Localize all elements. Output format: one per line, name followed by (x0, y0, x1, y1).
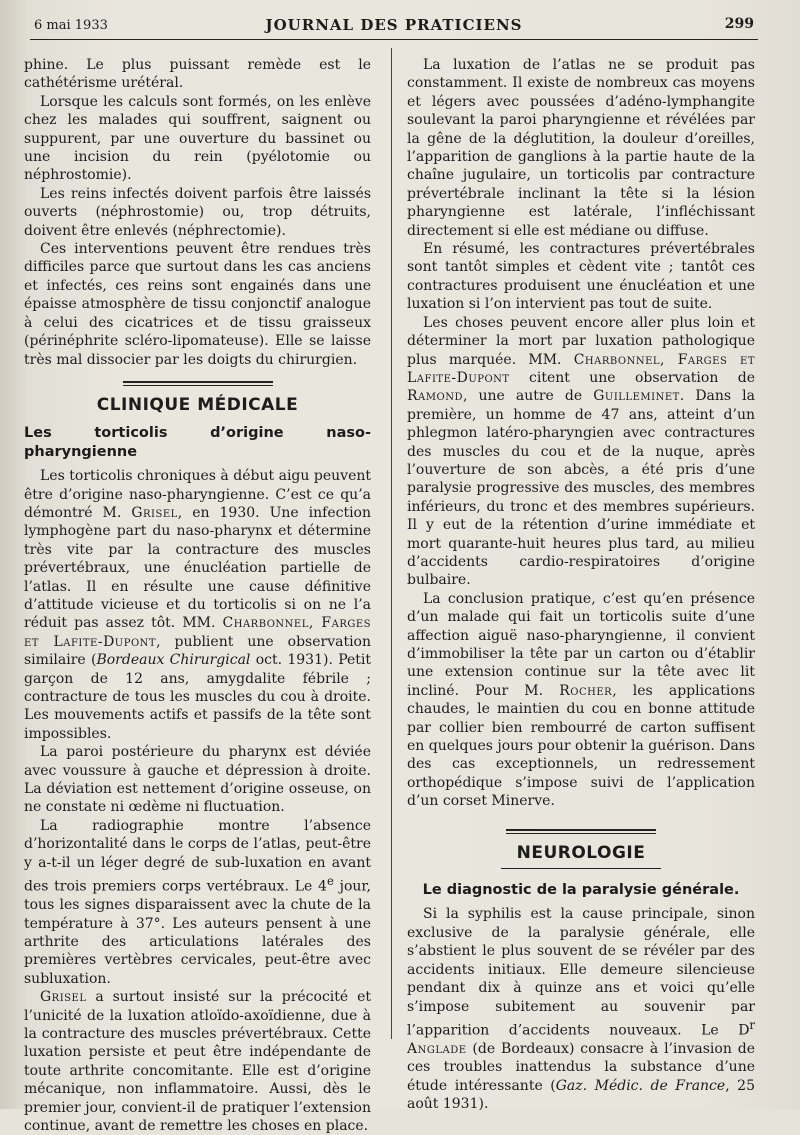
superscript: e (326, 874, 334, 889)
section-rule (506, 829, 656, 834)
author-name: Rocher (559, 682, 613, 699)
intro-paragraph: Ces interventions peuvent être rendues très difficiles parce que surtout dans les cas anciens et infectés, ces reins sont engainés dans une épaisse atmosphère de tissu conjonctif analogue à celui des cicatrices et de tissu graisseux (périnéphrite scléro-lipomateuse). Elle se laisse très mal dissocier par les doigts du chirurgien. (24, 241, 371, 368)
page-header (34, 14, 754, 36)
text-run: Si la syphilis est la cause principale, sinon exclusive de la paralysie générale, elle s’abstient le plus souvent de se révéler par des accidents initiaux. Elle demeure silencieuse pendant dix à quinze ans et voici qu’elle s’impose subitement au souvenir par l’apparition d’accidents nouveaux. Le D (407, 906, 755, 1039)
text-run: , publient une observation similaire ( (24, 633, 371, 669)
left-column (24, 56, 371, 1135)
text-run: . Dans la première, un homme de 47 ans, atteint d’un phlegmon latéro-pharyngien avec contractures des muscles du cou et de la nuque, après l’ouverture de son abcès, a été pris d’une paralysie progressive des muscles, des membres inférieurs, du tronc et des membres supérieurs. Il y eut de la rétention d’urine immédiate et mort quarante-huit heures plus tard, au milieu d’accidents cardio-respiratoires d’origine bulbaire. (407, 388, 755, 589)
text-run: oct. 1931). Petit garçon de 12 ans, amygdalite fébrile ; contracture de tous les muscles du cou à droite. Les mouvements actifs et passifs de la tête sont impossibles. (24, 652, 372, 742)
journal-title: JOURNAL DES PRATICIENS (265, 16, 523, 34)
article-title-paralysie: Le diagnostic de la paralysie générale. (422, 882, 740, 899)
intro-paragraph: Les reins infectés doivent parfois être laissés ouverts (néphrostomie) ou, trop détruits, doivent être enlevés (néphrectomie). (24, 185, 371, 239)
section-heading-clinique: CLINIQUE MÉDICALE (96, 394, 299, 415)
page-number: 299 (724, 16, 754, 32)
column-divider (391, 48, 392, 1039)
intro-paragraph: Lorsque les calculs sont formés, on les enlève chez les malades qui souffrent, saignent ou suppurent, par une ouverture du bassinet ou une incision du rein (pyélotomie ou néphrostomie). (24, 93, 371, 184)
intro-paragraph: phine. Le plus puissant remède est le cathétérisme urétéral. (24, 57, 371, 92)
superscript: r (749, 1017, 755, 1032)
journal-citation: Bordeaux Chirurgical (96, 652, 251, 669)
journal-citation: Gaz. Médic. de France (555, 1077, 726, 1094)
text-run: La radiographie montre l’absence d’horizontalité dans le corps de l’atlas, peut-être y a-t-il un léger degré de sub-luxation en avant des trois premiers corps vertébraux. Le 4 (24, 817, 371, 895)
resume-paragraph: En résumé, les contractures prévertébrales sont tantôt simples et cèdent vite ; tantôt ces contractures produisent une énucléation et une luxation si l’on intervient pas tout de suite. (407, 241, 755, 313)
section-rule (123, 381, 273, 386)
author-name: Grisel (131, 504, 178, 521)
observation-paragraph (407, 314, 755, 590)
article-title-torticolis: Les torticolis d’origine naso-pharyngienne (24, 425, 371, 460)
issue-date: 6 mai 1933 (34, 18, 108, 33)
conclusion-paragraph (407, 590, 755, 811)
text-run: , les applications chaudes, le maintien du cou en bonne attitude par collier bien rembourré de carton suffisent en quelques jours pour obtenir la guérison. Dans des cas exceptionnels, un redressement orthopédique s’impose suivi de l’application d’un corset Minerve. (407, 682, 756, 810)
author-name: Grisel (40, 989, 87, 1006)
text-run: , 25 août 1931). (407, 1077, 755, 1113)
text-run: Les torticolis chroniques à début aigu peuvent être d’origine naso-pharyngienne. C’est ce qu’a démontré M. (24, 468, 371, 521)
torticolis-paragraph-4 (24, 988, 371, 1135)
text-run: , en 1930. Une infection lymphogène part du naso-pharynx et détermine très vite par la contracture des muscles prévertébraux, une énucléation partielle de l’atlas. Il en résulte une cause définitive d’attitude vicieuse et du torticolis si on ne l’a réduit pas assez tôt. MM. (24, 504, 371, 632)
luxation-paragraph: La luxation de l’atlas ne se produit pas constamment. Il existe de nombreux cas moyens et légers avec poussées d’adéno-lymphangite soulevant la paroi pharyngienne et révélées par la gêne de la déglutition, la douleur d’oreilles, l’apparition de ganglions à la partie haute de la chaîne jugulaire, un torticolis par contracture prévertébrale inclinant la tête si la lésion pharyngienne est latérale, l’infléchissant directement si elle est médiane ou diffuse. (407, 57, 755, 239)
text-run: , une autre de (462, 388, 594, 405)
author-name: Ramond (407, 388, 463, 405)
text-run: jour, tous les signes disparaissent avec la chute de la température à 37°. Les auteurs pensent à une arthrite des articulations latérales des premières vertèbres cervicales, peut-être avec subluxation. (24, 878, 371, 987)
section-underline (501, 868, 661, 869)
text-run: a surtout insisté sur la précocité et l’unicité de la luxation atloïdo-axoïdienne, due à la contracture des muscles prévertébraux. Cette luxation persiste et peut être indépendante de toute arthrite concomitante. Elle est d’origine mécanique, non inflammatoire. Aussi, dès le premier jour, convient-il de pratiquer l’extension continue, avant de remettre les choses en place. (24, 989, 371, 1134)
section-heading-neurologie: NEUROLOGIE (516, 842, 646, 863)
torticolis-paragraph-2: La paroi postérieure du pharynx est déviée avec voussure à gauche et dépression à droite. La déviation est nettement d’origine osseuse, on ne constate ni œdème ni fluctuation. (24, 744, 371, 816)
torticolis-paragraph-1 (24, 467, 371, 743)
author-name: Anglade (407, 1040, 467, 1057)
torticolis-paragraph-3 (24, 817, 371, 988)
text-run: La conclusion pratique, c’est qu’en présence d’un malade qui fait un torticolis suite d’une affection aiguë naso-pharyngienne, il convient d’immobiliser la tête par un carton ou d’établir une extension continue sur la tête avec lit incliné. Pour M. (407, 590, 755, 699)
paralysie-paragraph (407, 905, 755, 1113)
author-names: Charbonnel, Farges et Lafite-Dupont (24, 615, 371, 650)
author-name: Guilleminet (593, 388, 680, 405)
right-column (407, 56, 755, 1114)
text-run: citent une observation de (509, 369, 755, 386)
text-run: (de Bordeaux) consacre à l’invasion de ces troubles inattendus la substance d’une étude intéressante ( (407, 1040, 755, 1094)
text-run: Les choses peuvent encore aller plus loin et déterminer la mort par luxation pathologique plus marquée. MM. (407, 314, 755, 368)
author-names: Charbonnel, Farges et Lafite-Dupont (407, 351, 755, 386)
header-rule (30, 39, 758, 40)
